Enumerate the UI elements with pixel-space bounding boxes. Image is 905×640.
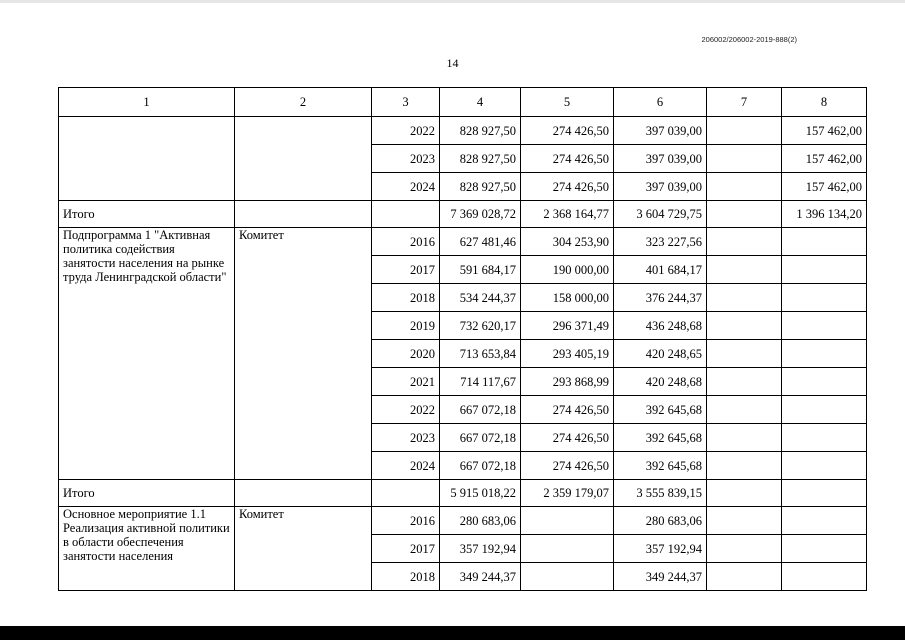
value-cell <box>782 284 867 312</box>
value-cell: 280 683,06 <box>614 507 707 535</box>
value-cell <box>782 340 867 368</box>
value-cell: 323 227,56 <box>614 228 707 256</box>
total-cell: 667 072,18 <box>440 396 521 424</box>
page-number: 14 <box>446 56 459 70</box>
executor-name: Комитет <box>235 228 372 480</box>
value-cell: 2 368 164,77 <box>521 201 614 228</box>
value-cell: 274 426,50 <box>521 117 614 145</box>
value-cell <box>707 507 782 535</box>
value-cell: 274 426,50 <box>521 452 614 480</box>
executor-cell <box>235 117 372 201</box>
value-cell <box>521 507 614 535</box>
table-row <box>59 117 867 145</box>
value-cell <box>782 396 867 424</box>
column-header: 5 <box>521 88 614 117</box>
value-cell <box>707 201 782 228</box>
scan-edge-bottom <box>0 626 905 640</box>
value-cell <box>782 480 867 507</box>
value-cell <box>707 284 782 312</box>
value-cell <box>782 256 867 284</box>
total-cell: 667 072,18 <box>440 452 521 480</box>
table-row <box>59 507 867 535</box>
total-cell: 828 927,50 <box>440 145 521 173</box>
value-cell <box>707 563 782 591</box>
value-cell: 304 253,90 <box>521 228 614 256</box>
value-cell <box>707 312 782 340</box>
year-cell: 2020 <box>372 340 440 368</box>
empty-cell <box>372 480 440 507</box>
total-cell: 280 683,06 <box>440 507 521 535</box>
year-cell: 2024 <box>372 173 440 201</box>
total-cell: 5 915 018,22 <box>440 480 521 507</box>
value-cell: 1 396 134,20 <box>782 201 867 228</box>
year-cell: 2022 <box>372 117 440 145</box>
value-cell <box>707 480 782 507</box>
document-id: 206002/206002-2019-888(2) <box>701 35 797 44</box>
executor-name: Комитет <box>235 507 372 591</box>
value-cell: 157 462,00 <box>782 173 867 201</box>
column-header: 4 <box>440 88 521 117</box>
value-cell: 274 426,50 <box>521 173 614 201</box>
total-row <box>59 480 867 507</box>
empty-cell <box>372 201 440 228</box>
year-cell: 2018 <box>372 563 440 591</box>
value-cell <box>782 312 867 340</box>
value-cell <box>521 535 614 563</box>
value-cell: 157 462,00 <box>782 145 867 173</box>
year-cell: 2023 <box>372 145 440 173</box>
value-cell: 296 371,49 <box>521 312 614 340</box>
value-cell: 392 645,68 <box>614 424 707 452</box>
value-cell: 420 248,68 <box>614 368 707 396</box>
year-cell: 2019 <box>372 312 440 340</box>
total-cell: 667 072,18 <box>440 424 521 452</box>
total-row <box>59 201 867 228</box>
year-cell: 2024 <box>372 452 440 480</box>
value-cell <box>707 396 782 424</box>
total-cell: 713 653,84 <box>440 340 521 368</box>
column-header: 6 <box>614 88 707 117</box>
value-cell <box>707 173 782 201</box>
column-header: 2 <box>235 88 372 117</box>
year-cell: 2023 <box>372 424 440 452</box>
value-cell <box>782 368 867 396</box>
year-cell: 2016 <box>372 228 440 256</box>
value-cell: 349 244,37 <box>614 563 707 591</box>
total-cell: 349 244,37 <box>440 563 521 591</box>
value-cell <box>521 563 614 591</box>
value-cell: 2 359 179,07 <box>521 480 614 507</box>
value-cell <box>707 424 782 452</box>
value-cell: 357 192,94 <box>614 535 707 563</box>
empty-cell <box>235 480 372 507</box>
value-cell: 376 244,37 <box>614 284 707 312</box>
column-header: 3 <box>372 88 440 117</box>
value-cell: 274 426,50 <box>521 424 614 452</box>
value-cell <box>707 117 782 145</box>
total-label: Итого <box>59 201 235 228</box>
value-cell: 397 039,00 <box>614 145 707 173</box>
empty-cell <box>235 201 372 228</box>
value-cell <box>782 535 867 563</box>
value-cell: 190 000,00 <box>521 256 614 284</box>
column-header: 8 <box>782 88 867 117</box>
column-header: 1 <box>59 88 235 117</box>
total-cell: 534 244,37 <box>440 284 521 312</box>
program-name-cell <box>59 117 235 201</box>
total-label: Итого <box>59 480 235 507</box>
header-row <box>59 88 867 117</box>
total-cell: 828 927,50 <box>440 117 521 145</box>
activity-name: Основное мероприятие 1.1 Реализация активной политики в области обеспечения занятости населения <box>59 507 235 591</box>
total-cell: 357 192,94 <box>440 535 521 563</box>
value-cell: 3 555 839,15 <box>614 480 707 507</box>
value-cell: 397 039,00 <box>614 173 707 201</box>
value-cell <box>782 452 867 480</box>
column-header: 7 <box>707 88 782 117</box>
value-cell: 397 039,00 <box>614 117 707 145</box>
total-cell: 714 117,67 <box>440 368 521 396</box>
value-cell: 3 604 729,75 <box>614 201 707 228</box>
year-cell: 2016 <box>372 507 440 535</box>
table-row <box>59 228 867 256</box>
value-cell <box>782 563 867 591</box>
value-cell: 274 426,50 <box>521 145 614 173</box>
total-cell: 732 620,17 <box>440 312 521 340</box>
financing-table <box>58 87 867 591</box>
value-cell: 274 426,50 <box>521 396 614 424</box>
year-cell: 2021 <box>372 368 440 396</box>
value-cell: 420 248,65 <box>614 340 707 368</box>
value-cell: 293 405,19 <box>521 340 614 368</box>
year-cell: 2022 <box>372 396 440 424</box>
value-cell <box>782 424 867 452</box>
year-cell: 2017 <box>372 256 440 284</box>
value-cell <box>707 145 782 173</box>
total-cell: 627 481,46 <box>440 228 521 256</box>
value-cell <box>707 228 782 256</box>
year-cell: 2017 <box>372 535 440 563</box>
subprogram-name: Подпрограмма 1 "Активная политика содействия занятости населения на рынке труда Ленинградской области" <box>59 228 235 480</box>
value-cell <box>707 452 782 480</box>
value-cell: 436 248,68 <box>614 312 707 340</box>
value-cell: 401 684,17 <box>614 256 707 284</box>
value-cell <box>707 535 782 563</box>
value-cell <box>707 256 782 284</box>
value-cell <box>707 368 782 396</box>
total-cell: 591 684,17 <box>440 256 521 284</box>
value-cell: 392 645,68 <box>614 396 707 424</box>
value-cell <box>782 507 867 535</box>
year-cell: 2018 <box>372 284 440 312</box>
value-cell: 158 000,00 <box>521 284 614 312</box>
value-cell <box>782 228 867 256</box>
value-cell <box>707 340 782 368</box>
value-cell: 392 645,68 <box>614 452 707 480</box>
value-cell: 293 868,99 <box>521 368 614 396</box>
scan-edge-top <box>0 0 905 3</box>
total-cell: 7 369 028,72 <box>440 201 521 228</box>
value-cell: 157 462,00 <box>782 117 867 145</box>
total-cell: 828 927,50 <box>440 173 521 201</box>
